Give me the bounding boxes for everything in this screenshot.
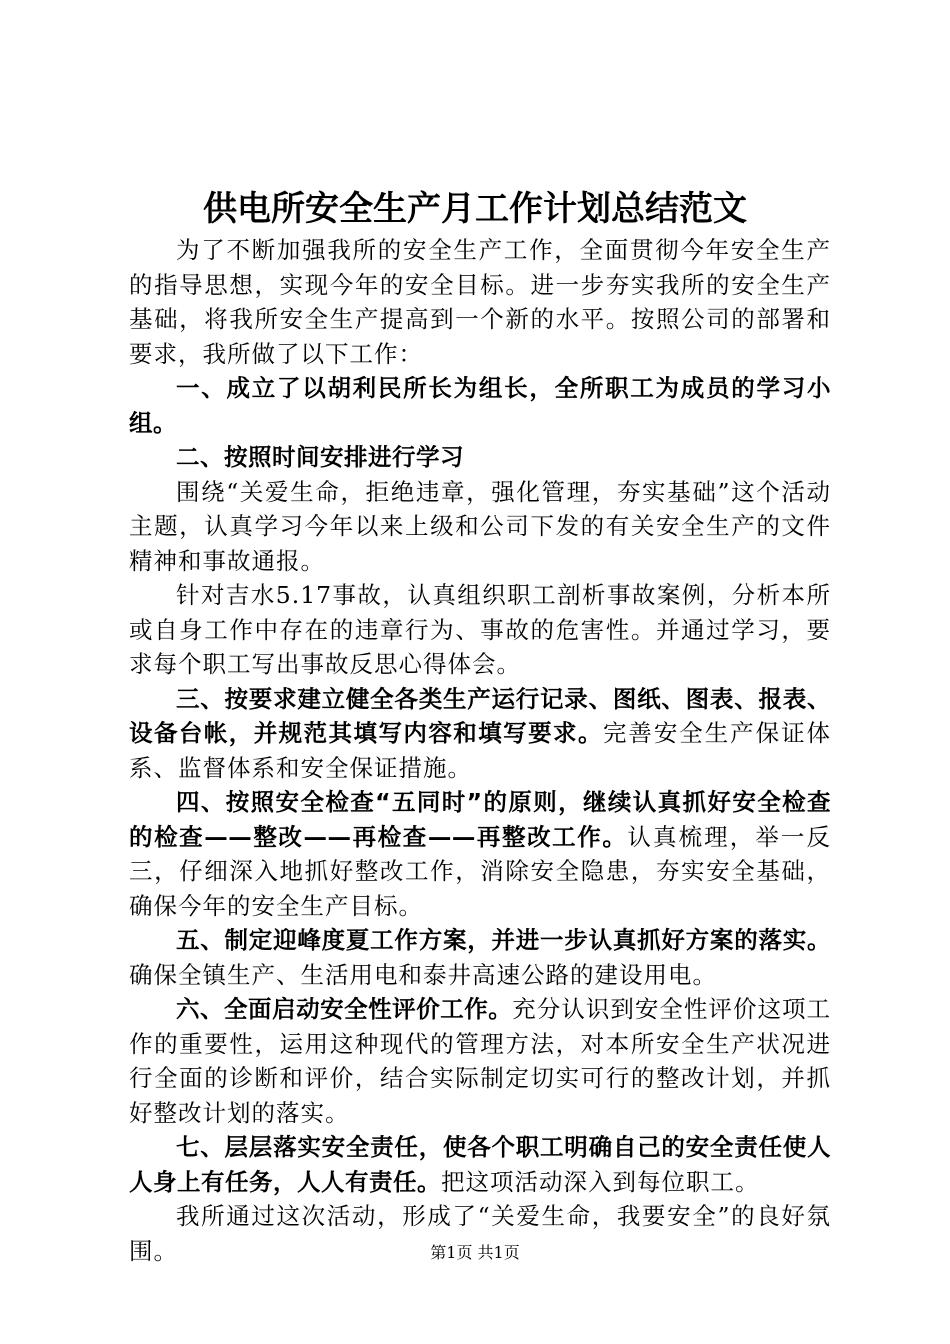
- paragraph-item-7: 七、层层落实安全责任，使各个职工明确自己的安全责任使人人身上有任务，人人有责任。把这项活动深入到每位职工。: [129, 1133, 831, 1196]
- paragraph-accident-analysis: 针对吉水5.17事故，认真组织职工剖析事故案例，分析本所或自身工作中存在的违章行为、事故的危害性。并通过学习，要求每个职工写出事故反思心得体会。: [129, 581, 831, 678]
- paragraph-study-theme: 围绕“关爱生命，拒绝违章，强化管理，夯实基础”这个活动主题，认真学习今年以来上级和公司下发的有关安全生产的文件精神和事故通报。: [129, 477, 831, 575]
- paragraph-item-5: 五、制定迎峰度夏工作方案，并进一步认真抓好方案的落实。确保全镇生产、生活用电和泰井高速公路的建设用电。: [129, 926, 831, 989]
- document-body: [129, 233, 831, 1268]
- paragraph-item-4: 四、按照安全检查“五同时”的原则，继续认真抓好安全检查的检查——整改——再检查——再整改工作。认真梳理，举一反三，仔细深入地抓好整改工作，消除安全隐患，夯实安全基础，确保今年的安全生产目标。: [129, 788, 832, 920]
- paragraph-item-3: 三、按要求建立健全各类生产运行记录、图纸、图表、报表、设备台帐，并规范其填写内容和填写要求。完善安全生产保证体系、监督体系和安全保证措施。: [129, 684, 832, 782]
- page-footer: 第1页 共1页: [430, 1243, 520, 1262]
- paragraph-item-2: 二、按照时间安排进行学习: [176, 443, 464, 471]
- paragraph-conclusion: 我所通过这次活动，形成了“关爱生命，我要安全”的良好氛围。: [129, 1202, 831, 1265]
- paragraph-item-1: 一、成立了以胡利民所长为组长，全所职工为成员的学习小组。: [129, 374, 831, 437]
- paragraph-intro: 为了不断加强我所的安全生产工作，全面贯彻今年安全生产的指导思想，实现今年的安全目标。进一步夯实我所的安全生产基础，将我所安全生产提高到一个新的水平。按照公司的部署和要求，我所做了以下工作：: [129, 236, 831, 368]
- document-title: 供电所安全生产月工作计划总结范文: [203, 189, 747, 229]
- paragraph-item-6: 六、全面启动安全性评价工作。充分认识到安全性评价这项工作的重要性，运用这种现代的管理方法，对本所安全生产状况进行全面的诊断和评价，结合实际制定切实可行的整改计划，并抓好整改计划的落实。: [129, 995, 832, 1127]
